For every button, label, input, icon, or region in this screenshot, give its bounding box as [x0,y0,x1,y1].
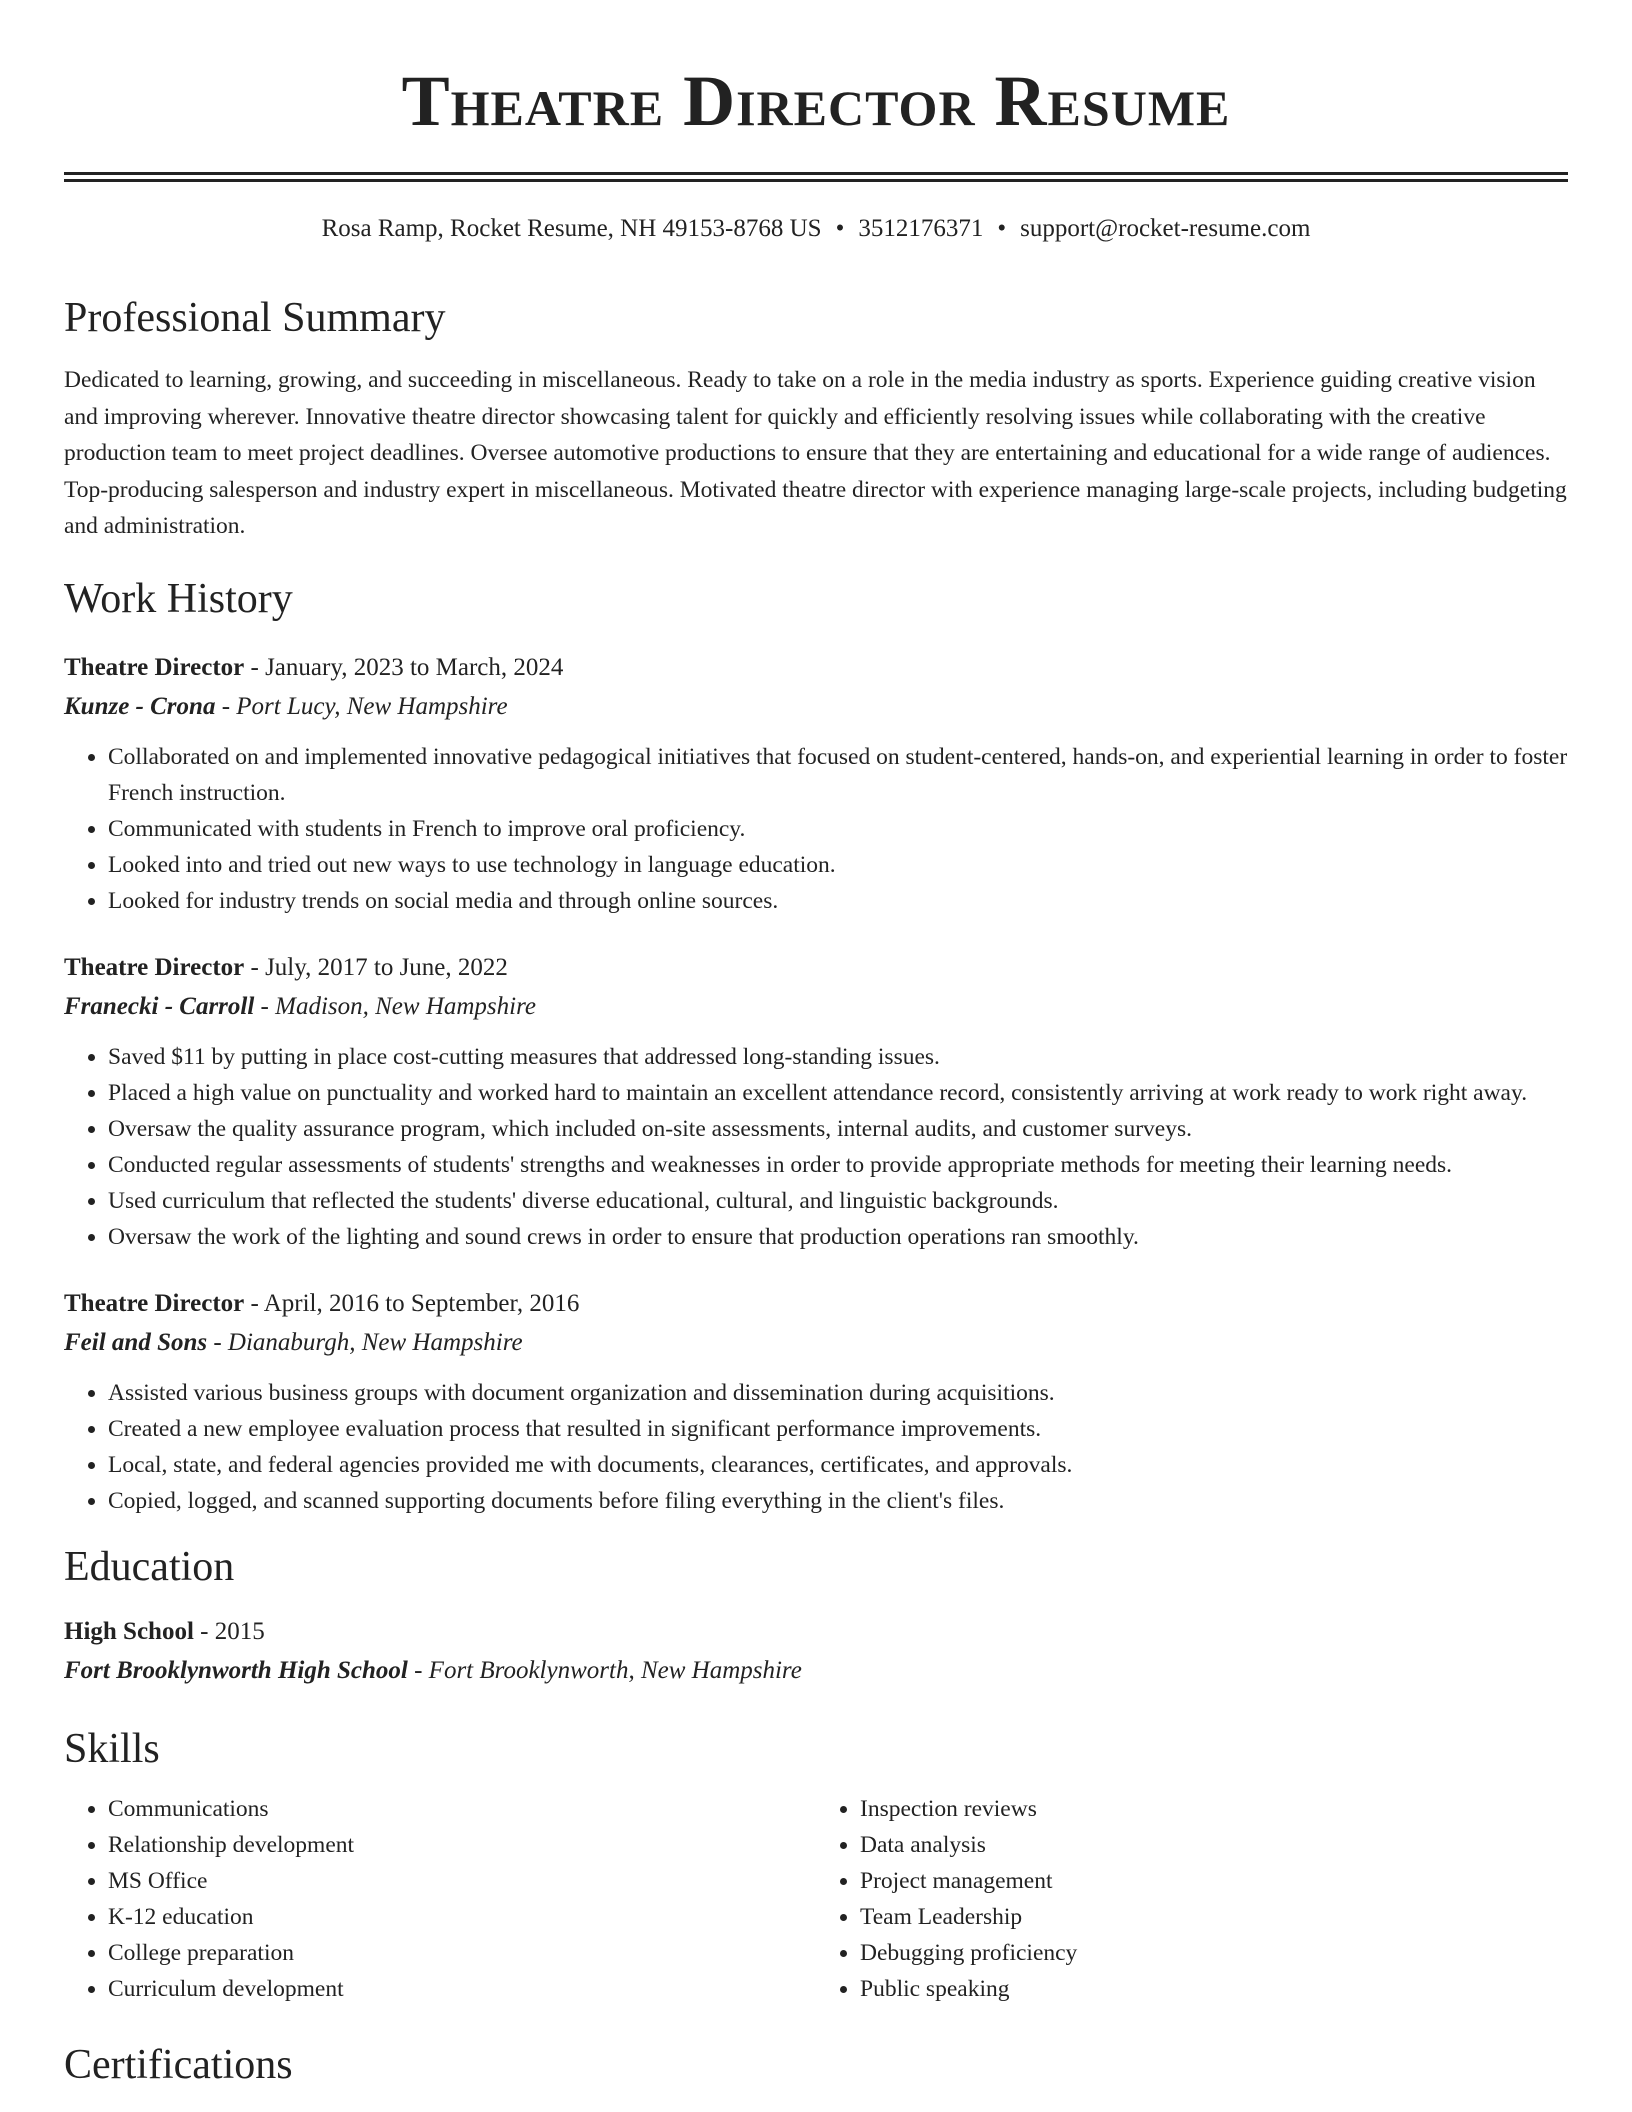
skill-item: • Communications [108,1791,816,1827]
contact-phone: 3512176371 [858,215,984,242]
skill-item: • Project management [860,1863,1568,1899]
job-bullet: • Copied, logged, and scanned supporting documents before filing everything in the client's files. [108,1483,1568,1519]
job-dates: - January, 2023 to March, 2024 [244,653,564,681]
job-dates: - July, 2017 to June, 2022 [244,953,508,981]
contact-separator: • [997,215,1007,242]
contact-email: support@rocket-resume.com [1020,215,1311,242]
job-bullets [64,739,1568,919]
job-bullet: • Saved $11 by putting in place cost-cutting measures that addressed long-standing issues. [108,1039,1568,1075]
skills-column-left [64,1791,816,2007]
job-entry [64,1285,1568,1519]
skill-item: • K-12 education [108,1899,816,1935]
job-bullet: • Conducted regular assessments of students' strengths and weaknesses in order to provide appropriate methods for meeting their learning needs. [108,1147,1568,1183]
job-bullets [64,1375,1568,1519]
job-title: Theatre Director [64,653,245,681]
work-history-heading: Work History [64,575,293,622]
education-location: - Fort Brooklynworth, New Hampshire [407,1656,802,1684]
education-school-line [64,1651,1568,1691]
job-location: - Port Lucy, New Hampshire [215,692,508,720]
title-double-rule [64,172,1568,182]
job-bullet: • Looked for industry trends on social media and through online sources. [108,883,1568,919]
summary-text: Dedicated to learning, growing, and succeeding in miscellaneous. Ready to take on a role in the media industry as sports. Experience guiding creative vision and improving wherever. Innovative theatre director showcasing talent for quickly and efficiently resolving issues while collaborating with the creative production team to meet project deadlines. Oversee automotive productions to ensure that they are entertaining and educational for a wide range of audiences. Top-producing salesperson and industry expert in miscellaneous. Motivated theatre director with experience managing large-scale projects, including budgeting and administration. [64,367,1567,539]
skills-column-right [816,1791,1568,2007]
skill-item: • Public speaking [860,1971,1568,2007]
job-entry [64,649,1568,919]
skills-list [64,1791,1568,2007]
education-year: - 2015 [193,1617,265,1645]
job-title: Theatre Director [64,953,245,981]
education-heading: Education [64,1543,235,1590]
skill-item: • Relationship development [108,1827,816,1863]
contact-address: Rosa Ramp, Rocket Resume, NH 49153-8768 US [321,215,822,242]
certifications-heading: Certifications [64,2041,293,2088]
job-title-line [64,649,1568,687]
job-title: Theatre Director [64,1289,245,1317]
job-company-line [64,1323,1568,1363]
job-bullet: • Oversaw the quality assurance program, which included on-site assessments, internal audits, and customer surveys. [108,1111,1568,1147]
job-dates: - April, 2016 to September, 2016 [244,1289,580,1317]
skill-item: • Curriculum development [108,1971,816,2007]
skill-item: • College preparation [108,1935,816,1971]
job-bullet: • Used curriculum that reflected the students' diverse educational, cultural, and linguistic backgrounds. [108,1183,1568,1219]
contact-line [64,212,1568,246]
skill-item: • Team Leadership [860,1899,1568,1935]
skill-item: • Debugging proficiency [860,1935,1568,1971]
job-bullet: • Collaborated on and implemented innovative pedagogical initiatives that focused on student-centered, hands-on, and experiential learning in order to foster French instruction. [108,739,1568,811]
job-company: Kunze - Crona [64,692,216,720]
job-company-line [64,687,1568,727]
skill-item: • Data analysis [860,1827,1568,1863]
summary-heading: Professional Summary [64,295,446,341]
job-location: - Madison, New Hampshire [254,992,536,1020]
job-bullet: • Looked into and tried out new ways to use technology in language education. [108,847,1568,883]
job-location: - Dianaburgh, New Hampshire [207,1328,523,1356]
job-title-line [64,949,1568,987]
job-bullet: • Created a new employee evaluation process that resulted in significant performance improvements. [108,1411,1568,1447]
job-entry [64,949,1568,1255]
education-degree: High School [64,1617,194,1645]
job-bullet: • Communicated with students in French to improve oral proficiency. [108,811,1568,847]
job-title-line [64,1285,1568,1323]
job-company-line [64,987,1568,1027]
job-bullet: • Oversaw the work of the lighting and sound crews in order to ensure that production operations ran smoothly. [108,1219,1568,1255]
skill-item: • Inspection reviews [860,1791,1568,1827]
education-entry [64,1613,1568,1691]
job-bullet: • Local, state, and federal agencies provided me with documents, clearances, certificates, and approvals. [108,1447,1568,1483]
contact-separator: • [835,215,845,242]
skills-heading: Skills [64,1725,160,1772]
job-company: Franecki - Carroll [64,992,255,1020]
job-company: Feil and Sons [64,1328,208,1356]
job-bullets [64,1039,1568,1255]
education-degree-line [64,1613,1568,1651]
resume-title: Theatre Director Resume [401,61,1231,141]
job-bullet: • Assisted various business groups with document organization and dissemination during acquisitions. [108,1375,1568,1411]
education-school: Fort Brooklynworth High School [64,1656,408,1684]
job-bullet: • Placed a high value on punctuality and worked hard to maintain an excellent attendance record, consistently arriving at work ready to work right away. [108,1075,1568,1111]
skill-item: • MS Office [108,1863,816,1899]
